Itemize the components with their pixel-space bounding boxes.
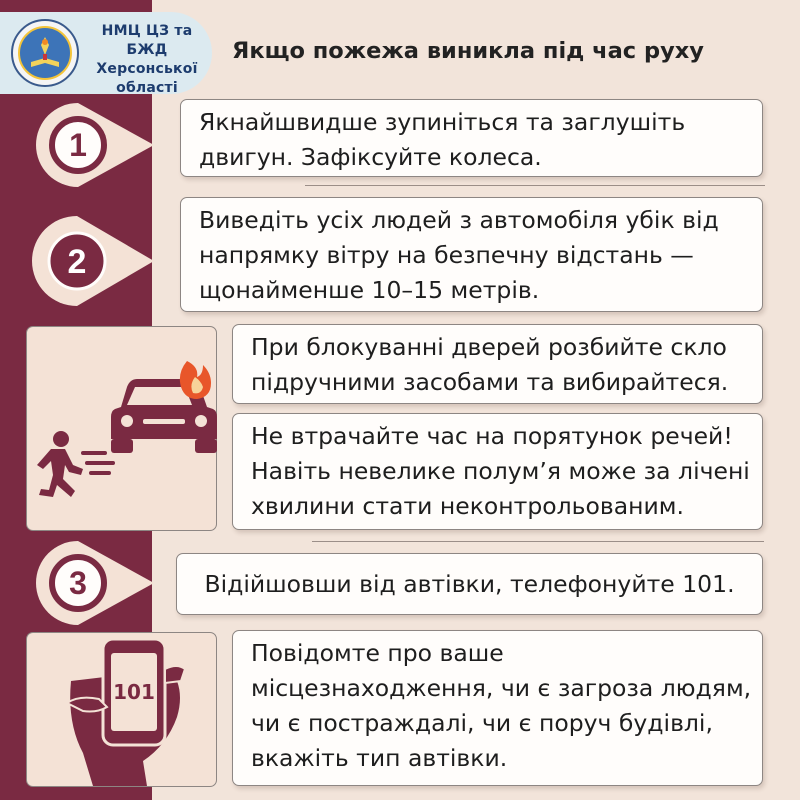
org-name-line2: Херсонської (96, 61, 198, 77)
org-name-line1: НМЦ ЦЗ та БЖД (101, 23, 193, 58)
door-tip-line2: підручними засобами та вибирайтеся. (251, 368, 729, 396)
report-tip-line3: чи є постраждалі, чи є поруч будівлі, (251, 709, 713, 737)
step-2-text-line2: напрямку вітру на безпечну відстань — (199, 241, 694, 269)
hand-phone-icon (27, 633, 218, 788)
running-person-icon (37, 431, 115, 497)
step-1-marker (36, 103, 156, 187)
step-1-text-line2: двигун. Зафіксуйте колеса. (199, 143, 542, 171)
belongings-tip-line2: Навіть невелике полум’я може за лічені (251, 457, 750, 485)
page-title: Якщо пожежа виникла під час руху (232, 38, 704, 64)
belongings-tip-card (232, 413, 763, 530)
step-1-number: 1 (69, 127, 87, 163)
door-tip-card (232, 324, 763, 404)
burning-car-icon (111, 361, 217, 453)
step-3-number: 3 (69, 565, 87, 601)
divider (305, 185, 765, 186)
belongings-tip-line1: Не втрачайте час на порятунок речей! (251, 422, 733, 450)
org-name-line3: області (116, 80, 178, 96)
divider (312, 541, 764, 542)
step-1-card (180, 99, 763, 177)
step-2-card (180, 197, 763, 312)
step-2-text-line3: щонайменше 10–15 метрів. (199, 276, 540, 304)
phone-illustration (26, 632, 217, 787)
step-2-text-line1: Виведіть усіх людей з автомобіля убік від (199, 206, 719, 234)
org-name (84, 22, 210, 98)
step-1-text-line1: Якнайшвидше зупиніться та заглушіть (199, 108, 686, 136)
door-tip-line1: При блокуванні дверей розбийте скло (251, 333, 727, 361)
emblem-icon (10, 18, 80, 88)
step-3-text: Відійшовши від автівки, телефонуйте 101. (204, 569, 735, 598)
step-2-marker (32, 216, 156, 306)
phone-number-label: 101 (113, 680, 155, 704)
report-tip-line1: Повідомте про ваше (251, 639, 504, 667)
report-tip-line4: вкажіть тип автівки. (251, 744, 508, 772)
step-2-number: 2 (67, 243, 87, 281)
car-fire-illustration (26, 326, 217, 531)
report-tip-line2: місцезнаходження, чи є загроза людям, (251, 674, 752, 702)
report-tip-card (232, 630, 763, 786)
step-3-card (176, 553, 763, 615)
belongings-tip-line3: хвилини стати неконтрольованим. (251, 492, 684, 520)
step-3-marker (36, 541, 156, 625)
